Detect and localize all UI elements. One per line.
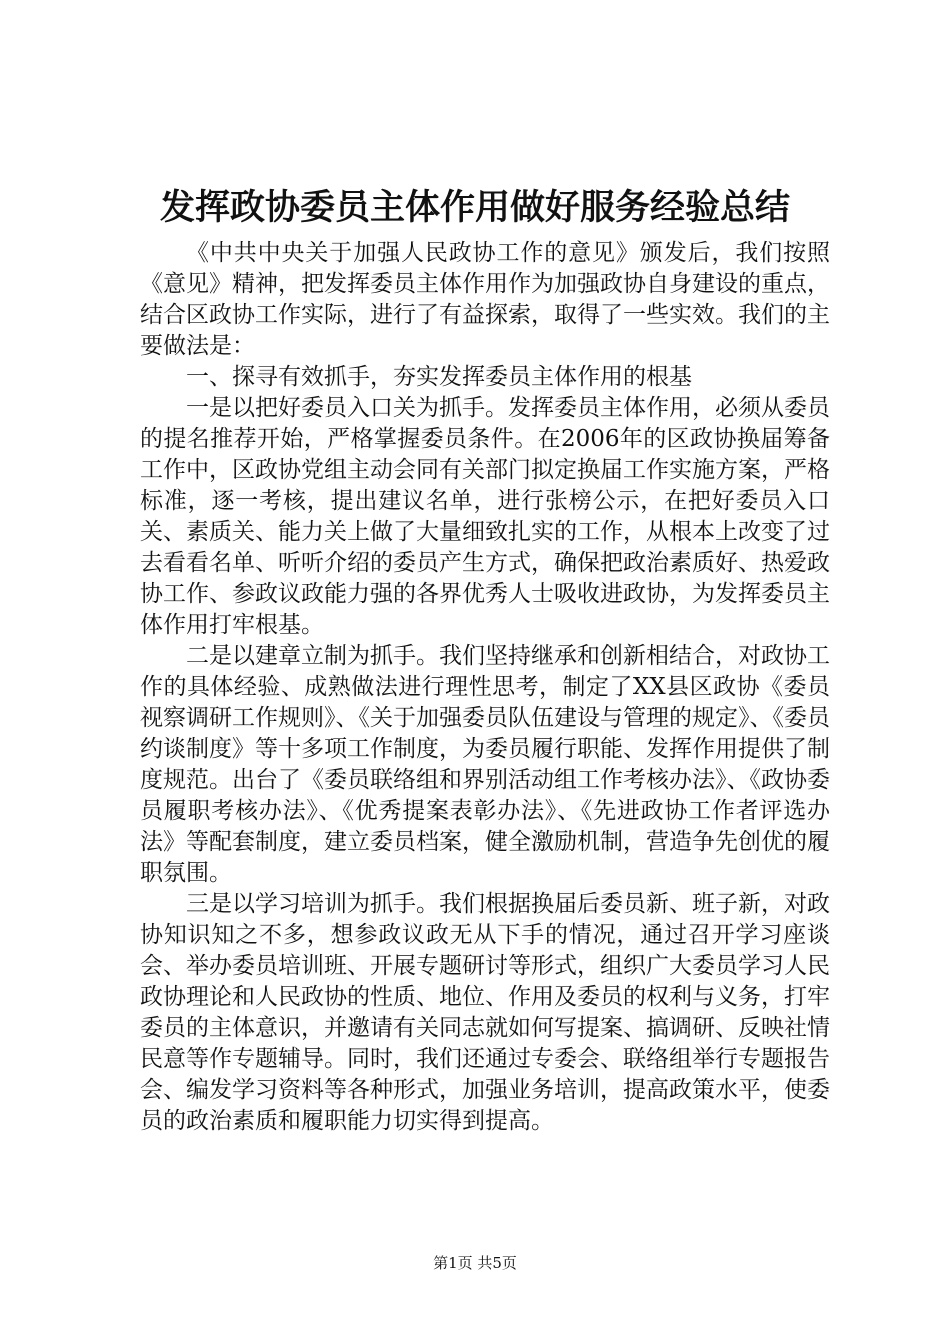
paragraph-intro: 《中共中央关于加强人民政协工作的意见》颁发后，我们按照《意见》精神，把发挥委员主体作用作为加强政协自身建设的重点，结合区政协工作实际，进行了有益探索，取得了一些实效。我们的主要做法是： <box>140 240 830 359</box>
document-body <box>140 238 830 1137</box>
paragraph-point-2: 二是以建章立制为抓手。我们坚持继承和创新相结合，对政协工作的具体经验、成熟做法进行理性思考，制定了XX县区政协《委员视察调研工作规则》、《关于加强委员队伍建设与管理的规定》、《委员约谈制度》等十多项工作制度，为委员履行职能、发挥作用提供了制度规范。出台了《委员联络组和界别活动组工作考核办法》、《政协委员履职考核办法》、《优秀提案表彰办法》、《先进政协工作者评选办法》等配套制度，建立委员档案，健全激励机制，营造争先创优的履职氛围。 <box>140 643 830 886</box>
paragraph-point-3: 三是以学习培训为抓手。我们根据换届后委员新、班子新，对政协知识知之不多，想参政议政无从下手的情况，通过召开学习座谈会、举办委员培训班、开展专题研讨等形式，组织广大委员学习人民政协理论和人民政协的性质、地位、作用及委员的权利与义务，打牢委员的主体意识，并邀请有关同志就如何写提案、搞调研、反映社情民意等作专题辅导。同时，我们还通过专委会、联络组举行专题报告会、编发学习资料等各种形式，加强业务培训，提高政策水平，使委员的政治素质和履职能力切实得到提高。 <box>140 891 830 1134</box>
section-heading-1: 一、探寻有效抓手，夯实发挥委员主体作用的根基 <box>186 364 692 390</box>
paragraph-point-1: 一是以把好委员入口关为抓手。发挥委员主体作用，必须从委员的提名推荐开始，严格掌握委员条件。在2006年的区政协换届筹备工作中，区政协党组主动会同有关部门拟定换届工作实施方案，严格标准，逐一考核，提出建议名单，进行张榜公示，在把好委员入口关、素质关、能力关上做了大量细致扎实的工作，从根本上改变了过去看看名单、听听介绍的委员产生方式，确保把政治素质好、热爱政协工作、参政议政能力强的各界优秀人士吸收进政协，为发挥委员主体作用打牢根基。 <box>140 395 830 638</box>
document-title: 发挥政协委员主体作用做好服务经验总结 <box>159 187 790 228</box>
page-number-footer: 第1页 共5页 <box>433 1254 517 1272</box>
